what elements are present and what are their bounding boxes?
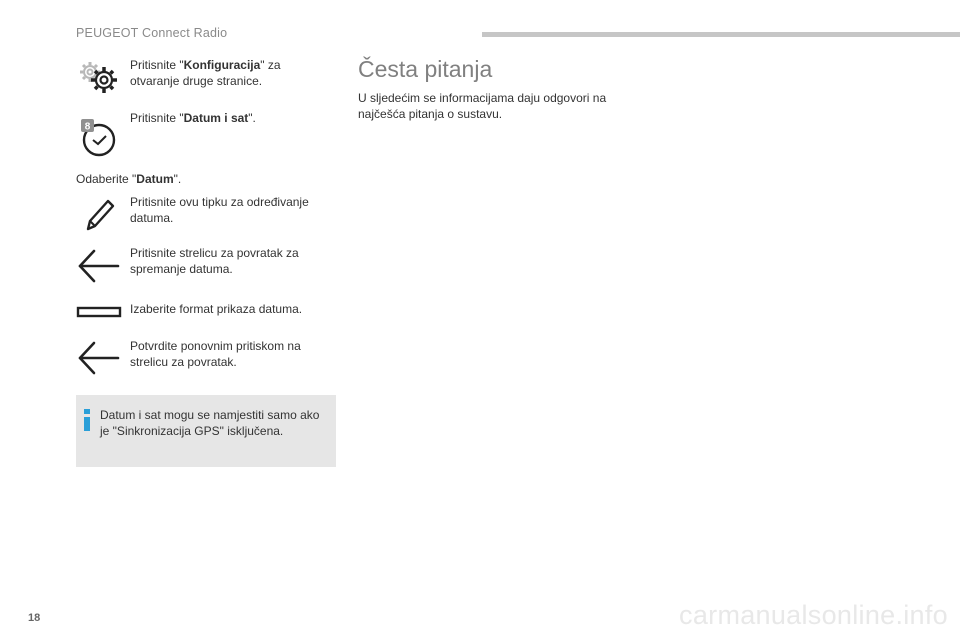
back-arrow-icon	[76, 248, 122, 289]
gears-icon	[76, 58, 122, 103]
page-number: 18	[28, 612, 41, 624]
pencil-icon	[84, 196, 116, 237]
back-arrow-icon	[76, 340, 122, 381]
action-back-save: Pritisnite strelicu za povratak za spremanje datuma.	[130, 246, 299, 276]
select-date-text: Odaberite "Datum".	[76, 172, 182, 186]
watermark: carmanualsonline.info	[679, 600, 948, 630]
info-box	[76, 395, 336, 467]
clock-badge: 8	[84, 121, 91, 133]
faq-title: Česta pitanja	[358, 56, 493, 82]
step-configuration: Pritisnite "Konfiguracija" za otvaranje druge stranice.	[130, 58, 281, 88]
header-title: PEUGEOT Connect Radio	[76, 26, 228, 40]
format-bar-icon	[76, 306, 122, 325]
header-rule	[482, 32, 960, 37]
step-date-time: Pritisnite "Datum i sat".	[130, 111, 256, 125]
clock-icon	[76, 116, 118, 163]
faq-text: U sljedećim se informacijama daju odgovori na najčešća pitanja o sustavu.	[358, 91, 607, 121]
action-date-format: Izaberite format prikaza datuma.	[130, 302, 303, 316]
action-confirm-back: Potvrdite ponovnim pritiskom na strelicu za povratak.	[130, 339, 301, 369]
info-text: Datum i sat mogu se namjestiti samo ako je "Sinkronizacija GPS" isključena.	[100, 408, 320, 438]
info-icon	[82, 409, 92, 436]
action-edit-date: Pritisnite ovu tipku za određivanje datuma.	[130, 195, 309, 225]
